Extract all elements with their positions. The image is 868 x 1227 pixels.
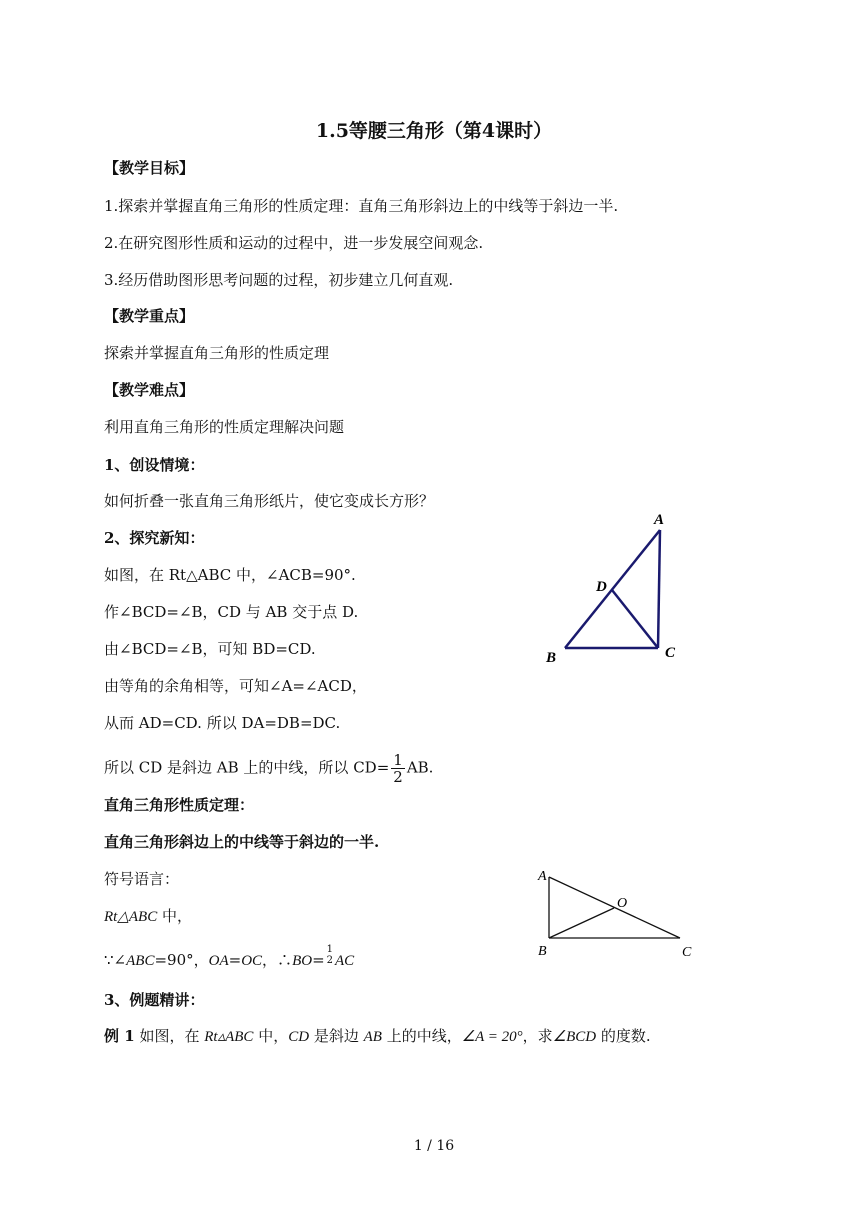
fraction-numerator: 1 (393, 751, 403, 769)
section1-text: 如何折叠一张直角三角形纸片，使它变成长方形？ (104, 492, 435, 510)
fraction-half (391, 752, 405, 785)
key-points-heading: 【教学重点】 (104, 307, 195, 325)
figure-triangle-abc-d (530, 500, 710, 675)
label-b: B (538, 944, 547, 959)
symbol-line-1 (104, 906, 192, 927)
math-abc: ABC (126, 953, 155, 969)
ex-text-2: 中， (253, 1027, 289, 1045)
label-c: C (665, 645, 676, 661)
symbol-line-1-text: 中， (157, 907, 192, 925)
eq-90: =90°， (154, 951, 209, 969)
proof-line-3: 由∠BCD=∠B，可知 BD=CD. (104, 640, 316, 658)
rt-triangle-math: Rt△ABC (104, 909, 158, 925)
goal-item-1: 1.探索并掌握直角三角形的性质定理：直角三角形斜边上的中线等于斜边一半. (104, 197, 619, 215)
ex-math-1: Rt▵ABC (204, 1029, 254, 1045)
ex-math-4: ∠A = 20° (461, 1029, 523, 1045)
ex-text-6: 的度数. (596, 1027, 651, 1045)
math-ac: AC (335, 953, 355, 969)
small-frac-den: 2 (326, 955, 334, 966)
math-oa: OA (208, 953, 229, 969)
because-angle: ∵∠ (104, 951, 127, 969)
theorem-heading: 直角三角形性质定理： (104, 796, 255, 814)
conclusion-tail: AB. (406, 758, 434, 777)
ex-text-1: 如图，在 (134, 1027, 205, 1045)
small-frac-num: 1 (326, 944, 334, 955)
symbol-language-label: 符号语言： (104, 870, 180, 888)
section3-heading: 3、例题精讲： (104, 991, 205, 1009)
proof-line-1: 如图，在 Rt△ABC 中，∠ACB=90°. (104, 566, 356, 584)
small-fraction-half (327, 944, 333, 966)
difficulties-heading: 【教学难点】 (104, 381, 195, 399)
ex-text-5: ，求 (522, 1027, 553, 1045)
math-bo: BO (292, 953, 313, 969)
theorem-statement: 直角三角形斜边上的中线等于斜边的一半. (104, 833, 380, 851)
side-ac (658, 530, 660, 648)
proof-line-5: 从而 AD=CD. 所以 DA=DB=DC. (104, 714, 341, 732)
example-label: 例 1 (104, 1027, 135, 1045)
page-title: 1.5等腰三角形（第4课时） (315, 120, 553, 142)
ex-math-3: AB (363, 1029, 382, 1045)
conclusion-text: 所以 CD 是斜边 AB 上的中线，所以 CD= (104, 758, 390, 777)
section1-heading: 1、创设情境： (104, 456, 205, 474)
segment-bo (549, 908, 614, 938)
ex-text-3: 是斜边 (309, 1027, 364, 1045)
median-cd (612, 590, 658, 648)
goals-heading: 【教学目标】 (104, 159, 195, 177)
therefore: ，∴ (262, 951, 293, 969)
math-oc: OC (241, 953, 263, 969)
proof-line-4: 由等角的余角相等，可知∠A=∠ACD， (104, 677, 367, 695)
section2-heading: 2、探究新知： (104, 529, 205, 547)
side-ab (565, 530, 660, 648)
symbol-line-2 (104, 944, 355, 972)
difficulties-text: 利用直角三角形的性质定理解决问题 (104, 418, 345, 436)
label-a: A (538, 869, 547, 884)
label-o: O (617, 896, 628, 911)
fraction-denominator: 2 (393, 768, 403, 786)
proof-conclusion (104, 752, 433, 785)
equals-1: = (228, 951, 242, 969)
ex-text-4: 上的中线， (381, 1027, 462, 1045)
example-1 (104, 1026, 651, 1047)
label-a: A (654, 512, 665, 528)
label-b: B (546, 650, 557, 666)
proof-line-2: 作∠BCD=∠B，CD 与 AB 交于点 D. (104, 603, 359, 621)
label-c: C (682, 945, 692, 960)
label-d: D (596, 579, 607, 595)
goal-item-3: 3.经历借助图形思考问题的过程，初步建立几何直观. (104, 271, 454, 289)
equals-2: = (312, 951, 325, 969)
ex-math-2: CD (288, 1029, 310, 1045)
goal-item-2: 2.在研究图形性质和运动的过程中，进一步发展空间观念. (104, 234, 484, 252)
key-points-text: 探索并掌握直角三角形的性质定理 (104, 344, 330, 362)
page-number: 1 / 16 (413, 1138, 455, 1154)
figure-triangle-abc-o (530, 862, 710, 962)
ex-math-5: ∠BCD (552, 1029, 597, 1045)
